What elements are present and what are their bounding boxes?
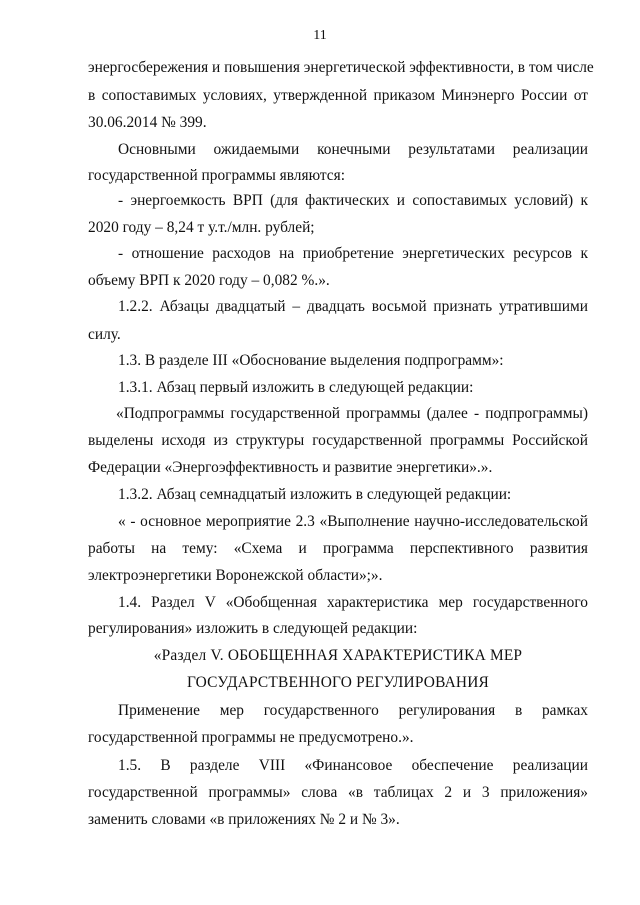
text-line: регулирования» изложить в следующей редакции: [88,620,418,637]
text-line: Федерации «Энергоэффективность и развитие энергетики».». [88,459,493,476]
text-line: заменить словами «в приложениях № 2 и № 3». [88,811,400,828]
text-line: 2020 году – 8,24 т у.т./млн. рублей; [88,219,315,236]
text-line: Основными ожидаемыми конечными результатами реализации [118,141,588,158]
text-line: государственной программы» слова «в таблицах 2 и 3 приложения» [88,784,588,801]
text-line: государственной программы являются: [88,167,345,184]
text-line: «Подпрограммы государственной программы (далее - подпрограммы) [116,405,588,422]
page-number: 11 [313,28,327,43]
section-heading: ГОСУДАРСТВЕННОГО РЕГУЛИРОВАНИЯ [186,674,490,691]
text-line: энергосбережения и повышения энергетической эффективности, в том числе [88,59,594,76]
text-line: 1.3.2. Абзац семнадцатый изложить в следующей редакции: [118,486,512,503]
text-line: электроэнергетики Воронежской области»;». [88,567,383,584]
text-line: силу. [88,326,121,343]
text-line: 1.2.2. Абзацы двадцатый – двадцать восьмой признать утратившими [118,298,588,315]
text-line: Применение мер государственного регулирования в рамках [118,702,588,719]
text-line: « - основное мероприятие 2.3 «Выполнение научно-исследовательской [118,513,588,530]
text-line: - энергоемкость ВРП (для фактических и сопоставимых условий) к [118,192,588,209]
text-line: 30.06.2014 № 399. [88,114,207,131]
text-line: 1.3.1. Абзац первый изложить в следующей редакции: [118,379,474,396]
text-line: выделены исходя из структуры государственной программы Российской [88,432,588,449]
text-line: 1.5. В разделе VIII «Финансовое обеспечение реализации [118,757,588,774]
text-line: работы на тему: «Схема и программа перспективного развития [88,540,588,557]
section-heading: «Раздел V. ОБОБЩЕННАЯ ХАРАКТЕРИСТИКА МЕР [153,647,523,664]
text-line: государственной программы не предусмотрено.». [88,729,414,746]
text-line: объему ВРП к 2020 году – 0,082 %.». [88,272,330,289]
text-line: в сопоставимых условиях, утвержденной приказом Минэнерго России от [88,87,588,104]
text-line: 1.4. Раздел V «Обобщенная характеристика мер государственного [118,594,588,611]
text-line: - отношение расходов на приобретение энергетических ресурсов к [118,245,588,262]
text-line: 1.3. В разделе III «Обоснование выделения подпрограмм»: [118,352,504,369]
